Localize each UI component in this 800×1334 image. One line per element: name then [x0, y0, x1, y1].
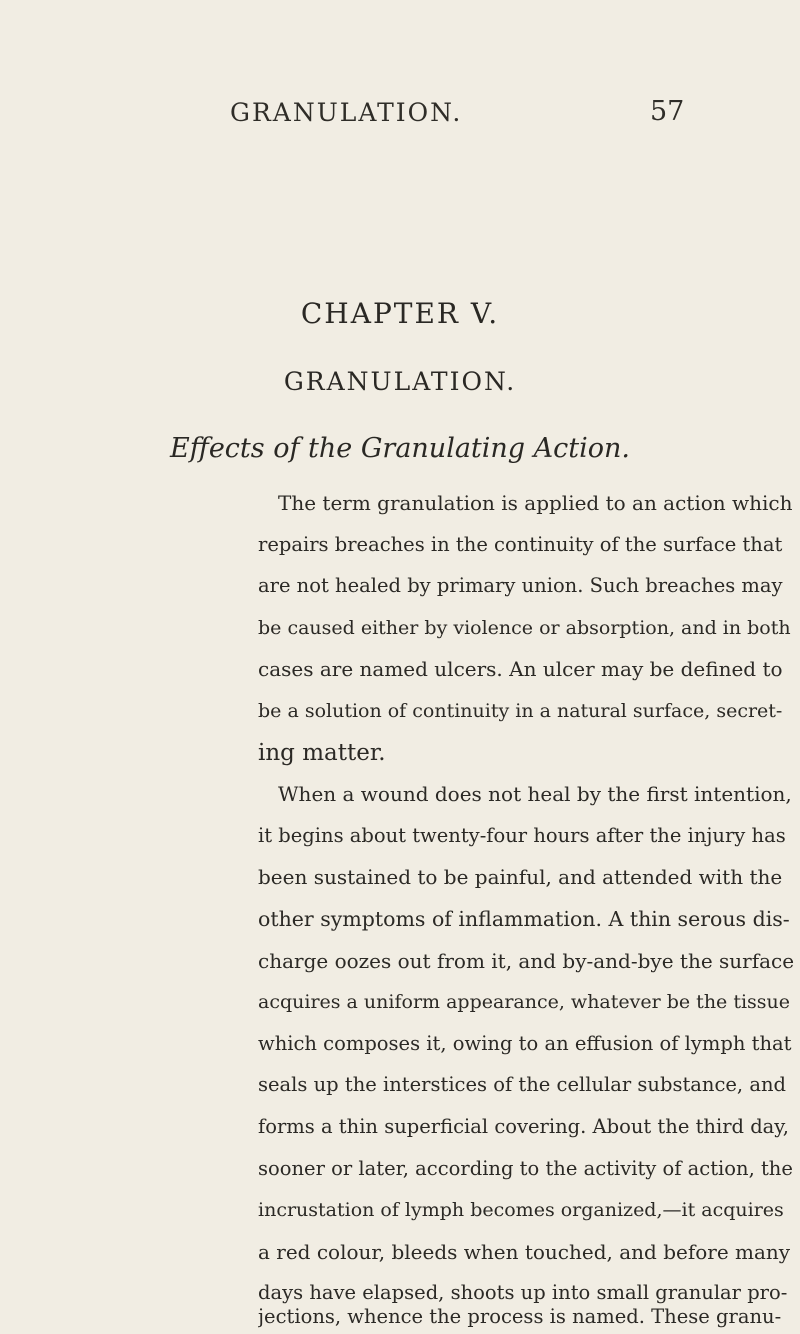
- text-line: it begins about twenty-four hours after the injury has: [258, 824, 786, 847]
- text-line: ing matter.: [258, 740, 386, 766]
- page-number: 57: [650, 96, 685, 127]
- section-heading: Effects of the Granulating Action.: [169, 433, 630, 464]
- text-line: repairs breaches in the continuity of the surface that: [258, 533, 783, 556]
- text-line: days have elapsed, shoots up into small granular pro-: [258, 1281, 788, 1304]
- text-line: be caused either by violence or absorption, and in both: [258, 617, 791, 639]
- text-line: The term granulation is applied to an action which: [278, 491, 793, 515]
- text-line: been sustained to be painful, and attended with the: [258, 865, 783, 889]
- text-line: be a solution of continuity in a natural surface, secret-: [258, 700, 783, 722]
- text-line: When a wound does not heal by the first intention,: [278, 782, 792, 806]
- text-line: forms a thin superficial covering. About the third day,: [258, 1115, 789, 1138]
- text-line: acquires a uniform appearance, whatever be the tissue: [258, 991, 791, 1013]
- text-line: incrustation of lymph becomes organized,—it acquires: [258, 1199, 784, 1221]
- text-line: jections, whence the process is named. These granu-: [258, 1305, 782, 1328]
- text-line: other symptoms of inflammation. A thin serous dis-: [258, 907, 790, 931]
- running-head: GRANULATION.: [230, 98, 463, 127]
- text-line: are not healed by primary union. Such breaches may: [258, 574, 783, 597]
- text-line: seals up the interstices of the cellular substance, and: [258, 1073, 786, 1096]
- text-line: sooner or later, according to the activity of action, the: [258, 1157, 793, 1180]
- text-line: cases are named ulcers. An ulcer may be defined to: [258, 657, 783, 681]
- chapter-title: CHAPTER V.: [300, 297, 500, 330]
- chapter-subtitle: GRANULATION.: [283, 367, 517, 396]
- text-line: charge oozes out from it, and by-and-bye the surface: [258, 949, 794, 973]
- text-line: which composes it, owing to an effusion of lymph that: [258, 1032, 792, 1055]
- text-line: a red colour, bleeds when touched, and before many: [258, 1240, 791, 1264]
